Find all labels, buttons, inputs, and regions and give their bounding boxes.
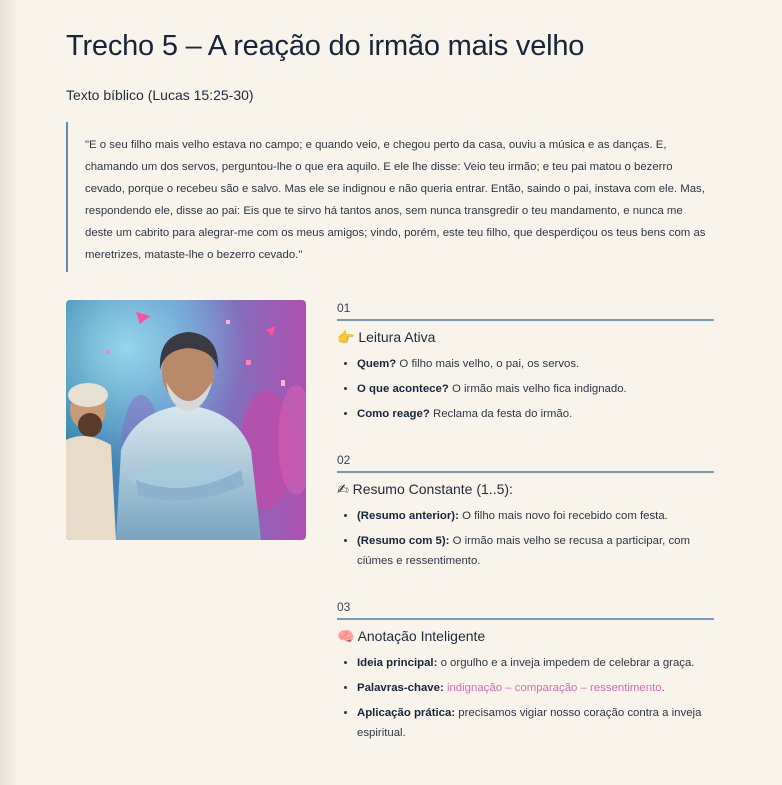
section-resumo-constante (337, 453, 714, 576)
list-item: • Como reage? Reclama da festa do irmão. (357, 404, 714, 424)
page-title: Trecho 5 – A reação do irmão mais velho (66, 30, 585, 62)
scripture-reference: Texto bíblico (Lucas 15:25-30) (66, 87, 254, 103)
section-title: ✍ Resumo Constante (1..5): (337, 481, 513, 497)
list-item: • Palavras-chave: indignação – comparação – ressentimento. (357, 678, 714, 698)
section-list (337, 354, 714, 424)
section-number: 03 (337, 600, 714, 620)
illustration-elder-brother (66, 300, 306, 540)
list-item: • Ideia principal: o orgulho e a inveja impedem de celebrar a graça. (357, 653, 714, 673)
list-item: • (Resumo com 5): O irmão mais velho se recusa a participar, com ciúmes e ressentimento. (357, 531, 714, 571)
section-title: 🧠 Anotação Inteligente (337, 628, 486, 644)
list-item: • Quem? O filho mais velho, o pai, os servos. (357, 354, 714, 374)
keywords: indignação – comparação – ressentimento (446, 682, 662, 694)
section-leitura-ativa (337, 301, 714, 429)
pointing-hand-icon: 👉 (337, 329, 355, 345)
section-list (337, 653, 714, 743)
section-title: 👉 Leitura Ativa (337, 329, 436, 345)
page-shadow (0, 0, 18, 785)
scripture-quote: "E o seu filho mais velho estava no campo; e quando veio, e chegou perto da casa, ouviu a música e as danças. E, chamando um dos servos, perguntou-lhe o que era aquilo. E ele lhe disse: Veio teu irmão; e teu pai matou o bezerro cevado, porque o recebeu são e salvo. Mas ele se indignou e não queria entrar. Então, saindo o pai, instava com ele. Mas, respondendo ele, disse ao pai: Eis que te sirvo há tantos anos, sem nunca transgredir o teu mandamento, e nunca me deste um cabrito para alegrar-me com os meus amigos; vindo, porém, este teu filho, que desperdiçou os teus bens com as meretrizes, mataste-lhe o bezerro cevado." (66, 122, 706, 272)
illustration-image (66, 300, 306, 540)
section-list (337, 506, 714, 571)
list-item: • Aplicação prática: precisamos vigiar nosso coração contra a inveja espiritual. (357, 703, 714, 743)
section-number: 02 (337, 453, 714, 473)
brain-icon: 🧠 (337, 628, 355, 644)
writing-hand-icon: ✍ (337, 481, 349, 497)
section-anotacao-inteligente (337, 600, 714, 748)
section-number: 01 (337, 301, 714, 321)
list-item: • (Resumo anterior): O filho mais novo foi recebido com festa. (357, 506, 714, 526)
list-item: • O que acontece? O irmão mais velho fica indignado. (357, 379, 714, 399)
